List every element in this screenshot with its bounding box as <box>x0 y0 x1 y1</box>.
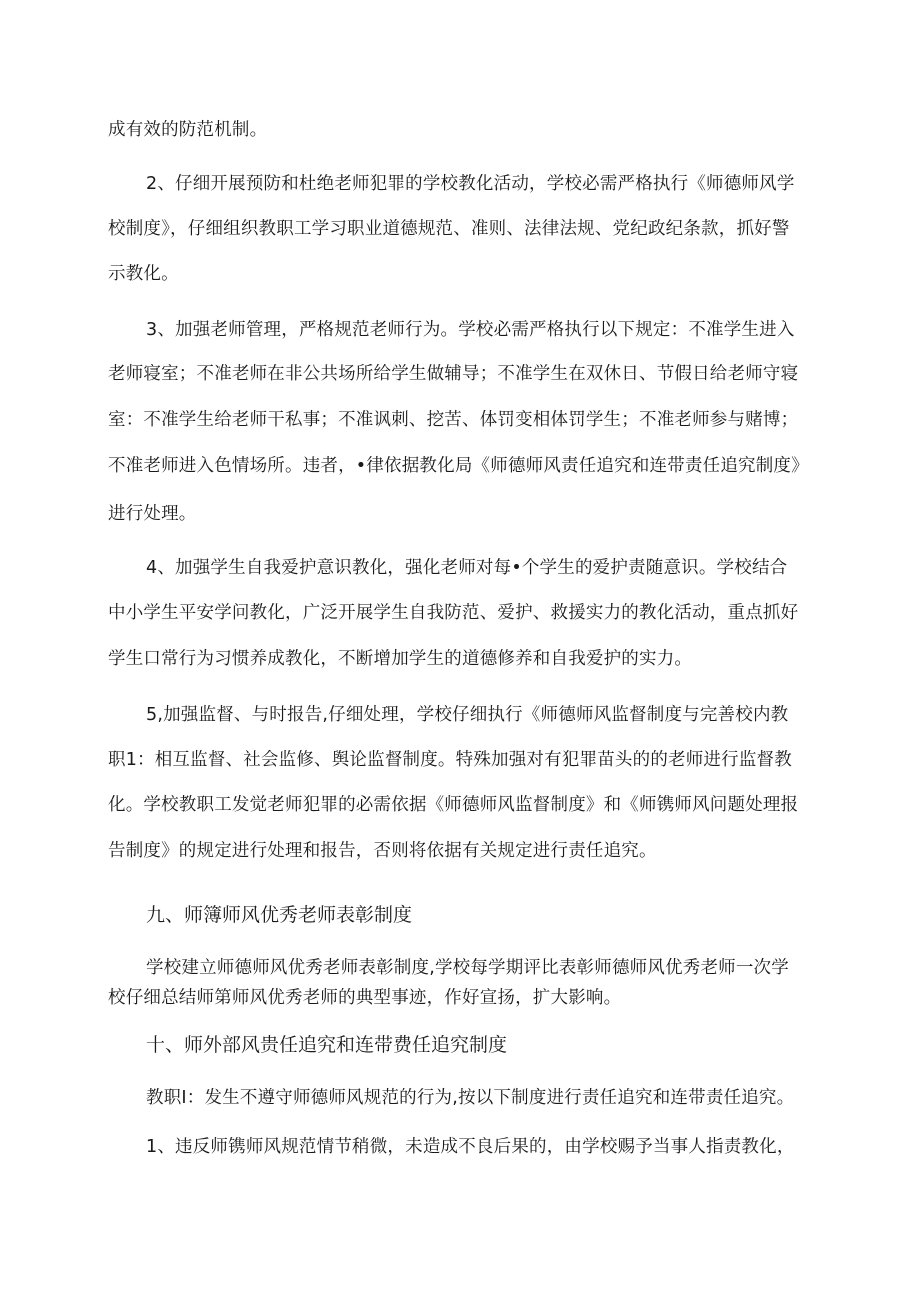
paragraph-4-start: 4、加强学生自我爱护意识教化，强化老师对每•个学生的爱护责随意识。学校结合 <box>146 558 788 578</box>
text-line: 老师寝室；不准老师在非公共场所给学生做辅导；不准学生在双休日、节假日给老师守寝 <box>108 364 799 384</box>
paragraph-2-start: 2、仔细开展预防和杜绝老师犯罪的学校教化活动，学校必需严格执行《师德师风学 <box>146 174 795 194</box>
text-line: 职1：相互监督、社会监修、舆论监督制度。特殊加强对有犯罪苗头的的老师进行监督教 <box>108 750 792 770</box>
text-line: 校仔细总结师第师风优秀老师的典型事迹，作好宣扬，扩大影响。 <box>108 988 622 1008</box>
paragraph-10-intro: 教职I：发生不遵守师德师风规范的行为,按以下制度进行责任追究和连带责任追究。 <box>146 1088 795 1108</box>
paragraph-5-start: 5,加强监督、与时报告,仔细处理，学校仔细执行《师德师风监督制度与完善校内教 <box>146 705 789 725</box>
text-line: 告制度》的规定进行处理和报告，否则将依据有关规定进行责任追究。 <box>108 841 657 861</box>
text-line: 进行处理。 <box>108 504 197 524</box>
text-line: 不准老师进入色情场所。违者，•律依据教化局《师德师风责任追究和连带责任追究制度》 <box>108 456 809 476</box>
text-line: 学生口常行为习惯养成教化，不断增加学生的道德修养和自我爱护的实力。 <box>108 649 693 669</box>
text-line: 示教化。 <box>108 264 179 284</box>
paragraph-10-item-1: 1、违反师镌师风规范情节稍微，未造成不良后果的，由学校赐予当事人指责教化， <box>146 1137 795 1157</box>
text-line: 化。学校教职工发觉老师犯罪的必需依据《师德师风监督制度》和《师镌师风问题处理报 <box>108 795 799 815</box>
section-heading-9: 九、师簿师风优秀老师表彰制度 <box>146 905 413 926</box>
text-line: 室：不准学生给老师干私事；不准讽刺、挖苦、体罚变相体罚学生；不准老师参与赌博； <box>108 410 799 430</box>
section-heading-10: 十、师外部风贵任追究和连带费任追究制度 <box>146 1035 508 1056</box>
text-line: 校制度》，仔细组织教职工学习职业道德规范、准则、法律法规、党纪政纪条款，抓好警 <box>108 219 790 239</box>
paragraph-3-start: 3、加强老师管理，严格规范老师行为。学校必需严格执行以下规定：不准学生进入 <box>146 320 795 340</box>
text-line: 成有效的防范机制。 <box>108 120 268 140</box>
paragraph-9-start: 学校建立师德师风优秀老师表彰制度,学校每学期评比表彰师德师风优秀老师一次学 <box>146 958 789 978</box>
text-line: 中小学生平安学问教化，广泛开展学生自我防范、爱护、救援实力的教化活动，重点抓好 <box>108 603 799 623</box>
